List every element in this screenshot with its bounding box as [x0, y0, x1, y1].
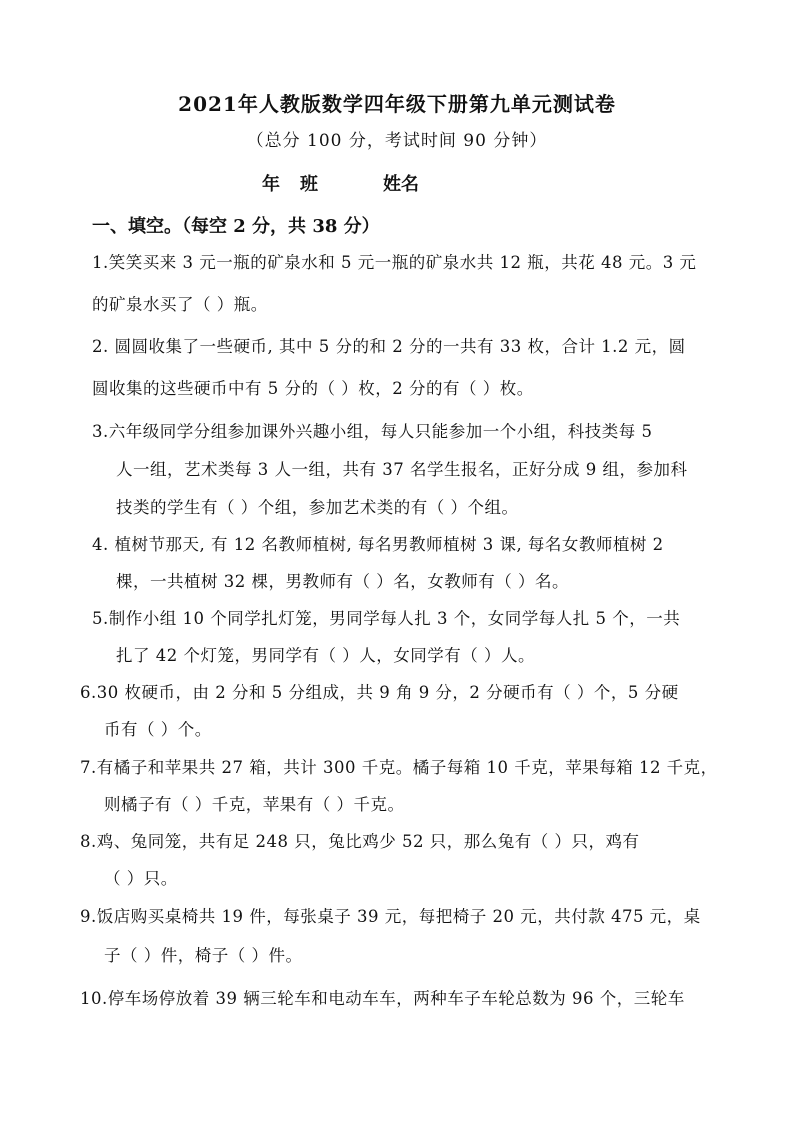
question-6-line-2: 币有（ ）个。: [104, 720, 212, 739]
question-2-line-2: 圆收集的这些硬币中有 5 分的（ ）枚，2 分的有（ ）枚。: [92, 379, 534, 398]
question-1-line-2: 的矿泉水买了（ ）瓶。: [92, 295, 268, 314]
question-2-line-1: 2. 圆圆收集了一些硬币, 其中 5 分的和 2 分的一共有 33 枚，合计 1.2 元，圆: [92, 337, 686, 356]
question-3-line-1: 3.六年级同学分组参加课外兴趣小组，每人只能参加一个小组，科技类每 5: [92, 422, 653, 441]
question-5-line-2: 扎了 42 个灯笼，男同学有（ ）人，女同学有（ ）人。: [116, 646, 535, 665]
question-4-line-2: 棵，一共植树 32 棵，男教师有（ ）名，女教师有（ ）名。: [116, 572, 569, 591]
exam-title: 2021年人教版数学四年级下册第九单元测试卷: [178, 92, 616, 116]
question-6-line-1: 6.30 枚硬币，由 2 分和 5 分组成，共 9 角 9 分，2 分硬币有（ ）个，5 分硬: [80, 683, 679, 702]
grade-label: 年: [262, 174, 280, 195]
question-9-line-2: 子（ ）件，椅子（ ）件。: [104, 946, 303, 965]
question-1-line-1: 1.笑笑买来 3 元一瓶的矿泉水和 5 元一瓶的矿泉水共 12 瓶，共花 48 元。3 元: [92, 253, 697, 272]
question-7-line-1: 7.有橘子和苹果共 27 箱，共计 300 千克。橘子每箱 10 千克，苹果每箱 12 千克，: [80, 758, 718, 777]
question-3-line-2: 人一组，艺术类每 3 人一组，共有 37 名学生报名，正好分成 9 组，参加科: [116, 460, 688, 479]
question-9-line-1: 9.饭店购买桌椅共 19 件，每张桌子 39 元，每把椅子 20 元，共付款 475 元，桌: [80, 907, 701, 926]
exam-subtitle: （总分 100 分，考试时间 90 分钟）: [246, 131, 548, 151]
question-4-line-1: 4. 植树节那天, 有 12 名教师植树, 每名男教师植树 3 课, 每名女教师植树 2: [92, 535, 664, 554]
question-7-line-2: 则橘子有（ ）千克，苹果有（ ）千克。: [104, 795, 405, 814]
question-8-line-1: 8.鸡、兔同笼，共有足 248 只，兔比鸡少 52 只，那么兔有（ ）只，鸡有: [80, 832, 640, 851]
section-heading: 一、填空。（每空 2 分，共 38 分）: [92, 216, 380, 237]
question-8-line-2: （ ）只。: [104, 869, 178, 888]
question-3-line-3: 技类的学生有（ ）个组，参加艺术类的有（ ）个组。: [116, 498, 519, 517]
question-5-line-1: 5.制作小组 10 个同学扎灯笼，男同学每人扎 3 个，女同学每人扎 5 个，一共: [92, 609, 681, 628]
question-10-line-1: 10.停车场停放着 39 辆三轮车和电动车车，两种车子车轮总数为 96 个，三轮车: [80, 989, 685, 1008]
class-label: 班: [300, 174, 318, 195]
name-label: 姓名: [383, 174, 419, 195]
